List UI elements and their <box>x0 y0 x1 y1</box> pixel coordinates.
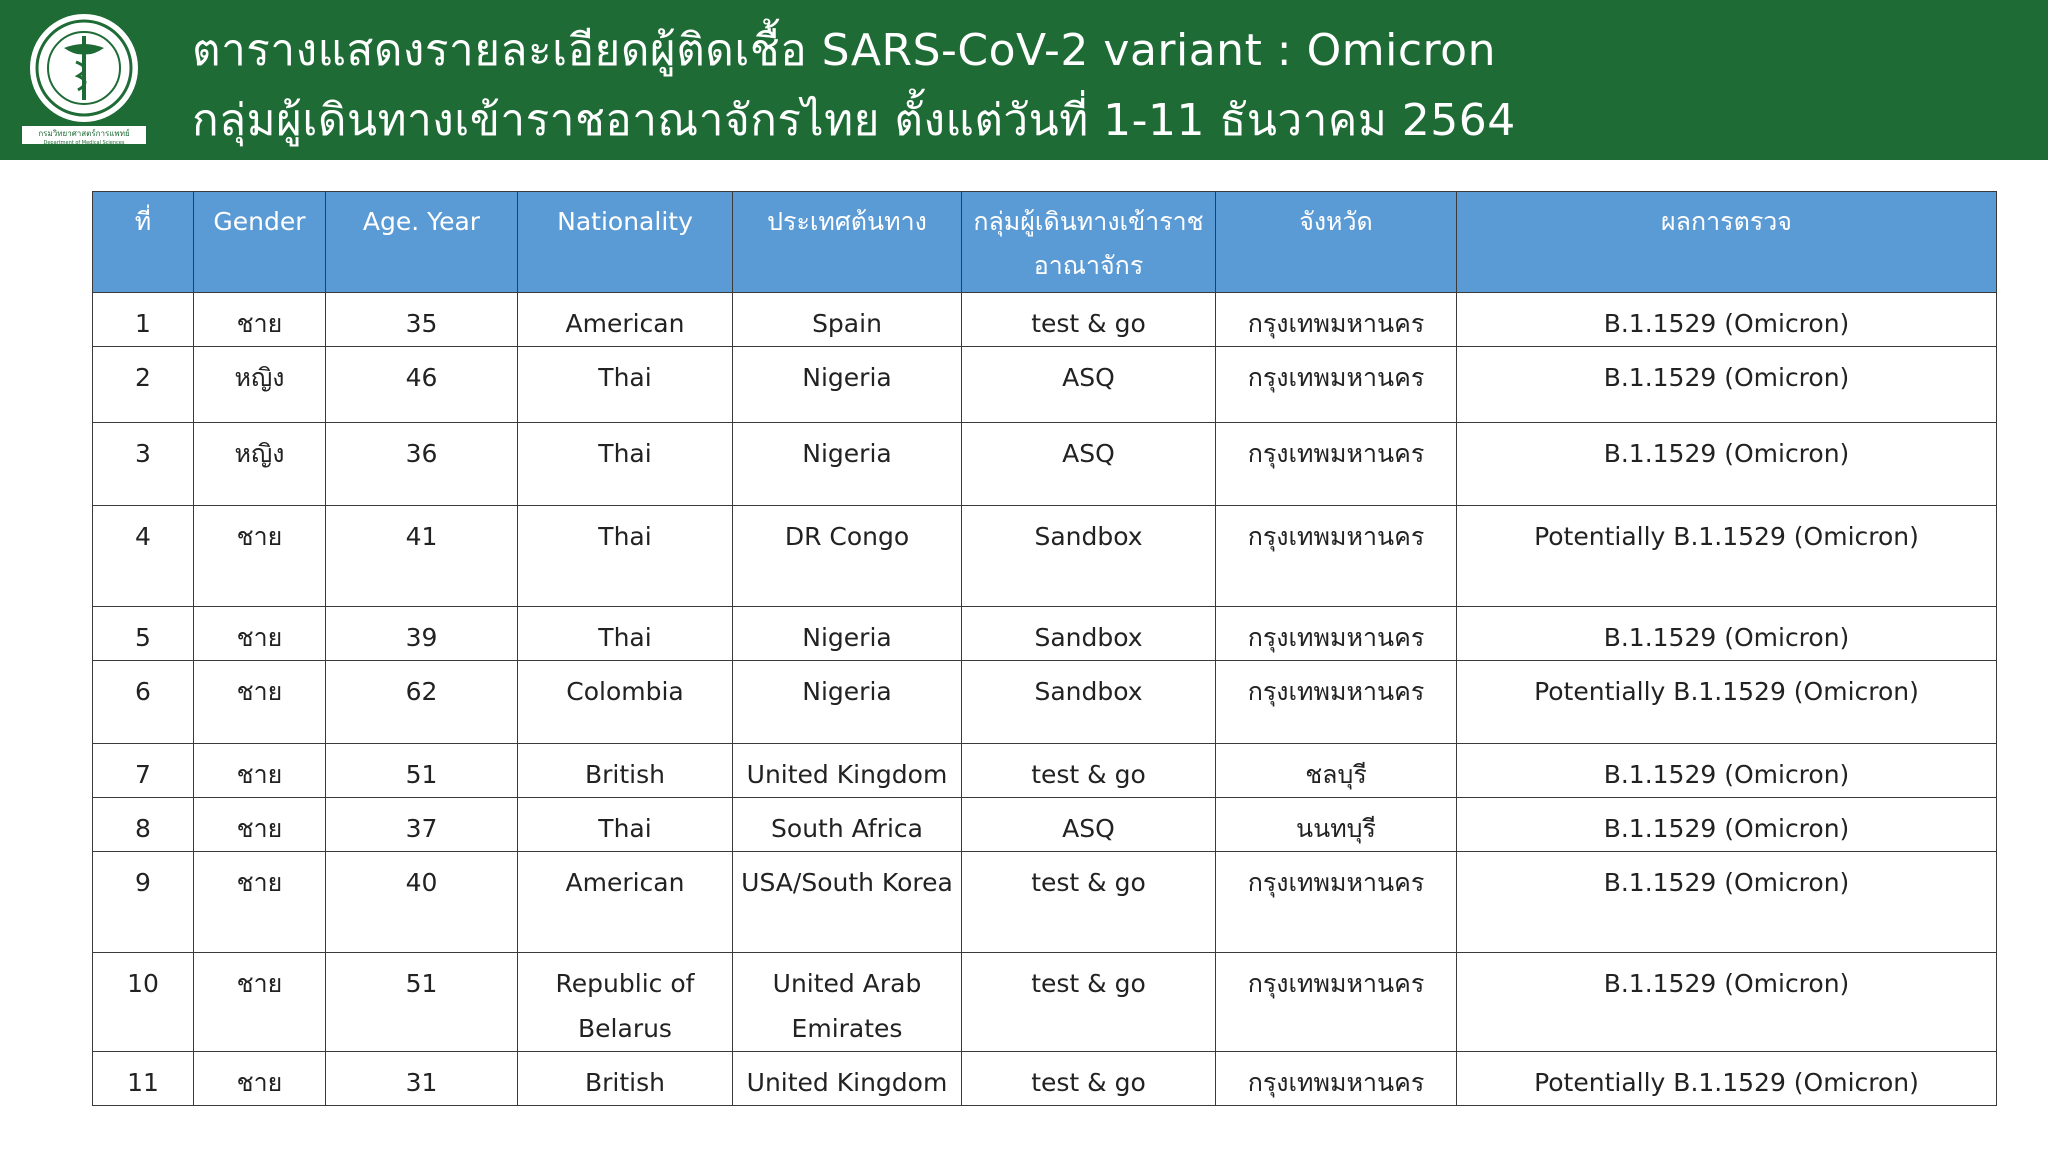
cell-origin: Nigeria <box>733 607 962 661</box>
cell-result: B.1.1529 (Omicron) <box>1457 744 1997 798</box>
cell-province: กรุงเทพมหานคร <box>1216 953 1457 1052</box>
cell-gender: ชาย <box>194 744 326 798</box>
logo-caption-en: Department of Medical Sciences <box>43 140 125 146</box>
cell-group: ASQ <box>962 423 1216 506</box>
cell-nationality: Thai <box>518 506 733 607</box>
cell-age: 46 <box>326 347 518 423</box>
table-row <box>93 1052 1997 1106</box>
table-row <box>93 607 1997 661</box>
cell-age: 37 <box>326 798 518 852</box>
cell-no: 1 <box>93 293 194 347</box>
cell-age: 51 <box>326 953 518 1052</box>
table-header-row <box>93 192 1997 293</box>
cell-province: กรุงเทพมหานคร <box>1216 347 1457 423</box>
logo-caption-th: กรมวิทยาศาสตร์การแพทย์ <box>38 129 130 138</box>
cell-no: 10 <box>93 953 194 1052</box>
cell-group: test & go <box>962 293 1216 347</box>
column-header-gender: Gender <box>194 192 326 293</box>
cell-no: 8 <box>93 798 194 852</box>
omicron-cases-table <box>92 191 1997 1106</box>
cell-origin: Nigeria <box>733 661 962 744</box>
cell-group: ASQ <box>962 347 1216 423</box>
cell-gender: ชาย <box>194 293 326 347</box>
cell-nationality: Colombia <box>518 661 733 744</box>
cell-origin: Nigeria <box>733 423 962 506</box>
cell-province: กรุงเทพมหานคร <box>1216 506 1457 607</box>
cell-no: 7 <box>93 744 194 798</box>
cell-no: 6 <box>93 661 194 744</box>
table-row <box>93 661 1997 744</box>
table-row <box>93 293 1997 347</box>
cell-no: 5 <box>93 607 194 661</box>
cell-gender: ชาย <box>194 852 326 953</box>
cell-gender: หญิง <box>194 347 326 423</box>
cases-table-container <box>92 191 1996 1106</box>
cell-gender: ชาย <box>194 506 326 607</box>
cell-gender: หญิง <box>194 423 326 506</box>
cell-age: 39 <box>326 607 518 661</box>
cell-result: B.1.1529 (Omicron) <box>1457 423 1997 506</box>
cell-nationality: Thai <box>518 347 733 423</box>
cell-nationality: British <box>518 744 733 798</box>
cell-origin: Spain <box>733 293 962 347</box>
cell-age: 31 <box>326 1052 518 1106</box>
cell-age: 41 <box>326 506 518 607</box>
cell-result: B.1.1529 (Omicron) <box>1457 798 1997 852</box>
cell-no: 9 <box>93 852 194 953</box>
column-header-origin-country: ประเทศต้นทาง <box>733 192 962 293</box>
cell-result: B.1.1529 (Omicron) <box>1457 953 1997 1052</box>
ministry-of-public-health-seal-icon <box>22 12 146 148</box>
cell-no: 4 <box>93 506 194 607</box>
cell-group: Sandbox <box>962 607 1216 661</box>
table-row <box>93 798 1997 852</box>
cell-result: B.1.1529 (Omicron) <box>1457 347 1997 423</box>
page-title-block <box>192 16 1516 156</box>
cell-age: 62 <box>326 661 518 744</box>
cell-gender: ชาย <box>194 661 326 744</box>
cell-age: 40 <box>326 852 518 953</box>
column-header-no: ที่ <box>93 192 194 293</box>
cell-province: กรุงเทพมหานคร <box>1216 423 1457 506</box>
cell-origin: South Africa <box>733 798 962 852</box>
cell-group: Sandbox <box>962 661 1216 744</box>
cell-gender: ชาย <box>194 1052 326 1106</box>
column-header-province: จังหวัด <box>1216 192 1457 293</box>
cell-result: Potentially B.1.1529 (Omicron) <box>1457 1052 1997 1106</box>
cell-nationality: Thai <box>518 607 733 661</box>
ministry-seal-logo <box>22 12 146 148</box>
cell-nationality: British <box>518 1052 733 1106</box>
cell-age: 35 <box>326 293 518 347</box>
column-header-test-result: ผลการตรวจ <box>1457 192 1997 293</box>
cell-province: กรุงเทพมหานคร <box>1216 607 1457 661</box>
cell-age: 36 <box>326 423 518 506</box>
column-header-traveler-group: กลุ่มผู้เดินทางเข้าราชอาณาจักร <box>962 192 1216 293</box>
cell-no: 11 <box>93 1052 194 1106</box>
cell-province: กรุงเทพมหานคร <box>1216 1052 1457 1106</box>
cell-origin: DR Congo <box>733 506 962 607</box>
cell-result: B.1.1529 (Omicron) <box>1457 293 1997 347</box>
cell-nationality: American <box>518 293 733 347</box>
cell-province: กรุงเทพมหานคร <box>1216 293 1457 347</box>
cell-group: test & go <box>962 1052 1216 1106</box>
cell-gender: ชาย <box>194 607 326 661</box>
cell-origin: United Kingdom <box>733 1052 962 1106</box>
cell-nationality: Thai <box>518 798 733 852</box>
page-title-line-2: กลุ่มผู้เดินทางเข้าราชอาณาจักรไทย ตั้งแต่วันที่ 1-11 ธันวาคม 2564 <box>192 95 1516 146</box>
cell-group: test & go <box>962 953 1216 1052</box>
cell-gender: ชาย <box>194 953 326 1052</box>
cell-result: Potentially B.1.1529 (Omicron) <box>1457 661 1997 744</box>
table-row <box>93 506 1997 607</box>
cell-group: test & go <box>962 744 1216 798</box>
cell-province: กรุงเทพมหานคร <box>1216 852 1457 953</box>
cell-province: นนทบุรี <box>1216 798 1457 852</box>
table-row <box>93 852 1997 953</box>
table-row <box>93 347 1997 423</box>
cell-no: 2 <box>93 347 194 423</box>
cell-origin: USA/South Korea <box>733 852 962 953</box>
cell-result: Potentially B.1.1529 (Omicron) <box>1457 506 1997 607</box>
cell-nationality: Thai <box>518 423 733 506</box>
table-row <box>93 953 1997 1052</box>
page-title-line-1: ตารางแสดงรายละเอียดผู้ติดเชื้อ SARS-CoV-2 variant : Omicron <box>192 25 1496 76</box>
cell-origin: Nigeria <box>733 347 962 423</box>
cell-origin: United Arab Emirates <box>733 953 962 1052</box>
cell-nationality: American <box>518 852 733 953</box>
cell-result: B.1.1529 (Omicron) <box>1457 852 1997 953</box>
cell-gender: ชาย <box>194 798 326 852</box>
cell-group: test & go <box>962 852 1216 953</box>
cell-origin: United Kingdom <box>733 744 962 798</box>
cell-no: 3 <box>93 423 194 506</box>
cell-group: Sandbox <box>962 506 1216 607</box>
cell-province: ชลบุรี <box>1216 744 1457 798</box>
table-row <box>93 423 1997 506</box>
cell-age: 51 <box>326 744 518 798</box>
cell-nationality: Republic of Belarus <box>518 953 733 1052</box>
cell-result: B.1.1529 (Omicron) <box>1457 607 1997 661</box>
column-header-nationality: Nationality <box>518 192 733 293</box>
cell-province: กรุงเทพมหานคร <box>1216 661 1457 744</box>
table-row <box>93 744 1997 798</box>
header-banner <box>0 0 2048 160</box>
column-header-age: Age. Year <box>326 192 518 293</box>
cell-group: ASQ <box>962 798 1216 852</box>
